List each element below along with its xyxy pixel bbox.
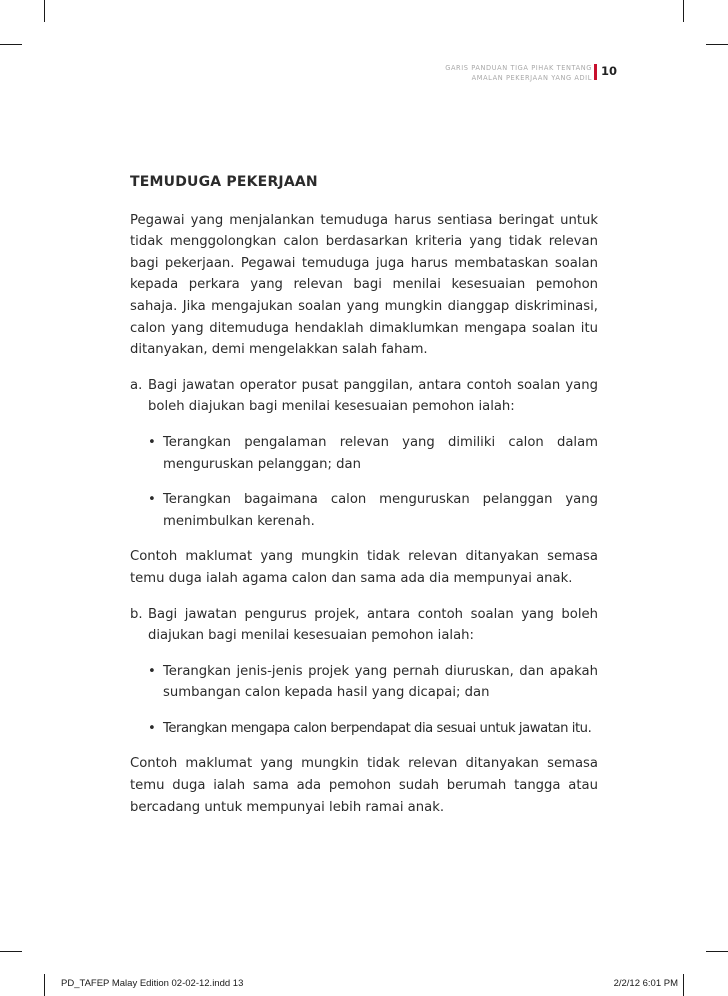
crop-mark-bottom-right-v bbox=[683, 974, 684, 996]
running-header bbox=[445, 63, 592, 83]
main-content bbox=[130, 172, 598, 832]
list-item-b bbox=[130, 604, 598, 647]
crop-mark-bottom-right-h bbox=[706, 951, 728, 952]
list-item-b-text: Bagi jawatan pengurus projek, antara contoh soalan yang boleh diajukan bagi menilai kesesuaian pemohon ialah: bbox=[148, 606, 598, 644]
page-number-accent-bar bbox=[594, 64, 597, 80]
intro-paragraph: Pegawai yang menjalankan temuduga harus sentiasa beringat untuk tidak menggolongkan calon berdasarkan kriteria yang tidak relevan bagi pekerjaan. Pegawai temuduga juga harus membataskan soalan kepada perkara yang relevan bagi menilai kesesuaian pemohon sahaja. Jika mengajukan soalan yang mungkin dianggap diskriminasi, calon yang ditemuduga hendaklah dimaklumkan mengapa soalan itu ditanyakan, demi mengelakkan salah faham. bbox=[130, 212, 598, 358]
bullet-item bbox=[130, 432, 598, 475]
crop-mark-bottom-left-h bbox=[0, 951, 22, 952]
footer-timestamp: 2/2/12 6:01 PM bbox=[613, 978, 678, 989]
bullet-dot: • bbox=[148, 492, 156, 508]
crop-mark-bottom-left-v bbox=[44, 974, 45, 996]
bullet-item bbox=[130, 661, 598, 704]
crop-mark-top-left-v bbox=[44, 0, 45, 22]
bullet-dot: • bbox=[148, 663, 156, 679]
page-number: 10 bbox=[601, 64, 618, 78]
bullet-text: Terangkan mengapa calon berpendapat dia sesuai untuk jawatan itu. bbox=[163, 720, 592, 736]
bullet-dot: • bbox=[148, 720, 156, 736]
footer-file-info: PD_TAFEP Malay Edition 02-02-12.indd 13 bbox=[61, 978, 244, 989]
bullet-item bbox=[130, 489, 598, 532]
bullet-text: Terangkan pengalaman relevan yang dimiliki calon dalam menguruskan pelanggan; dan bbox=[163, 434, 598, 472]
note-paragraph-a: Contoh maklumat yang mungkin tidak relevan ditanyakan semasa temu duga ialah agama calon dan sama ada dia mempunyai anak. bbox=[130, 549, 598, 586]
bullet-dot: • bbox=[148, 434, 156, 450]
note-paragraph-b: Contoh maklumat yang mungkin tidak relevan ditanyakan semasa temu duga ialah sama ada pemohon sudah berumah tangga atau bercadang untuk mempunyai lebih ramai anak. bbox=[130, 756, 598, 815]
crop-mark-top-right-v bbox=[683, 0, 684, 22]
list-item-a bbox=[130, 375, 598, 418]
bullet-text: Terangkan jenis-jenis projek yang pernah diuruskan, dan apakah sumbangan calon kepada hasil yang dicapai; dan bbox=[163, 663, 598, 701]
section-heading: TEMUDUGA PEKERJAAN bbox=[130, 174, 318, 190]
bullet-text: Terangkan bagaimana calon menguruskan pelanggan yang menimbulkan kerenah. bbox=[163, 492, 598, 529]
list-item-b-label: b. bbox=[130, 606, 143, 622]
crop-mark-top-left-h bbox=[0, 44, 22, 45]
list-item-a-label: a. bbox=[130, 377, 143, 393]
running-header-line-1: GARIS PANDUAN TIGA PIHAK TENTANG bbox=[445, 64, 592, 72]
list-item-a-text: Bagi jawatan operator pusat panggilan, antara contoh soalan yang boleh diajukan bagi menilai kesesuaian pemohon ialah: bbox=[148, 377, 598, 415]
running-header-line-2: AMALAN PEKERJAAN YANG ADIL bbox=[471, 74, 592, 82]
crop-mark-top-right-h bbox=[706, 44, 728, 45]
bullet-item bbox=[130, 718, 598, 740]
